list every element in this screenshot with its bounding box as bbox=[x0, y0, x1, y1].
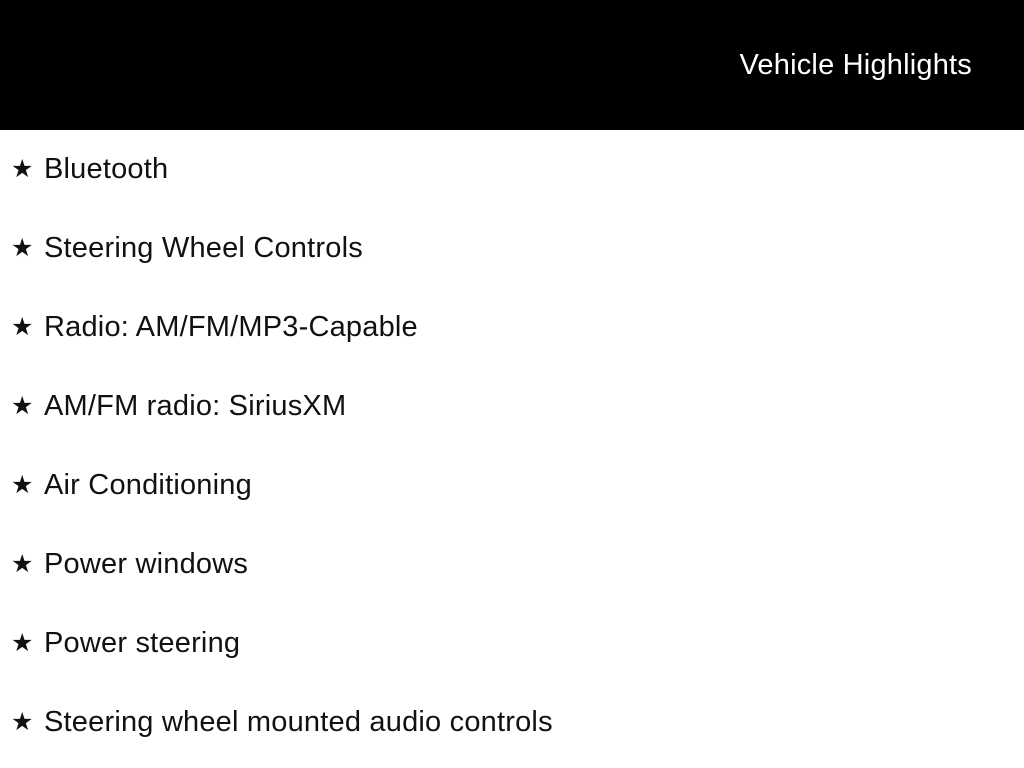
list-item bbox=[11, 525, 1024, 604]
star-icon: ★ bbox=[11, 155, 34, 183]
list-item-label: Steering Wheel Controls bbox=[44, 232, 363, 264]
list-item-label: Steering wheel mounted audio controls bbox=[44, 706, 553, 738]
star-icon: ★ bbox=[11, 392, 34, 420]
star-icon: ★ bbox=[11, 471, 34, 499]
list-item-label: Power windows bbox=[44, 548, 249, 580]
star-icon: ★ bbox=[11, 708, 34, 736]
list-item bbox=[11, 604, 1024, 683]
star-icon: ★ bbox=[11, 234, 34, 262]
list-item-label: Air Conditioning bbox=[44, 469, 252, 501]
list-item bbox=[11, 683, 1024, 762]
star-icon: ★ bbox=[11, 629, 34, 657]
list-item-label: AM/FM radio: SiriusXM bbox=[44, 390, 347, 422]
list-item bbox=[11, 367, 1024, 446]
page-title: Vehicle Highlights bbox=[739, 48, 972, 81]
list-item bbox=[11, 288, 1024, 367]
list-item-label: Bluetooth bbox=[44, 153, 169, 185]
list-item-label: Power steering bbox=[44, 627, 241, 659]
header-bar bbox=[0, 0, 1024, 130]
list-item-label: Radio: AM/FM/MP3-Capable bbox=[44, 311, 418, 343]
list-item bbox=[11, 209, 1024, 288]
star-icon: ★ bbox=[11, 550, 34, 578]
highlights-list bbox=[0, 130, 1024, 762]
list-item bbox=[11, 446, 1024, 525]
star-icon: ★ bbox=[11, 313, 34, 341]
list-item bbox=[11, 130, 1024, 209]
